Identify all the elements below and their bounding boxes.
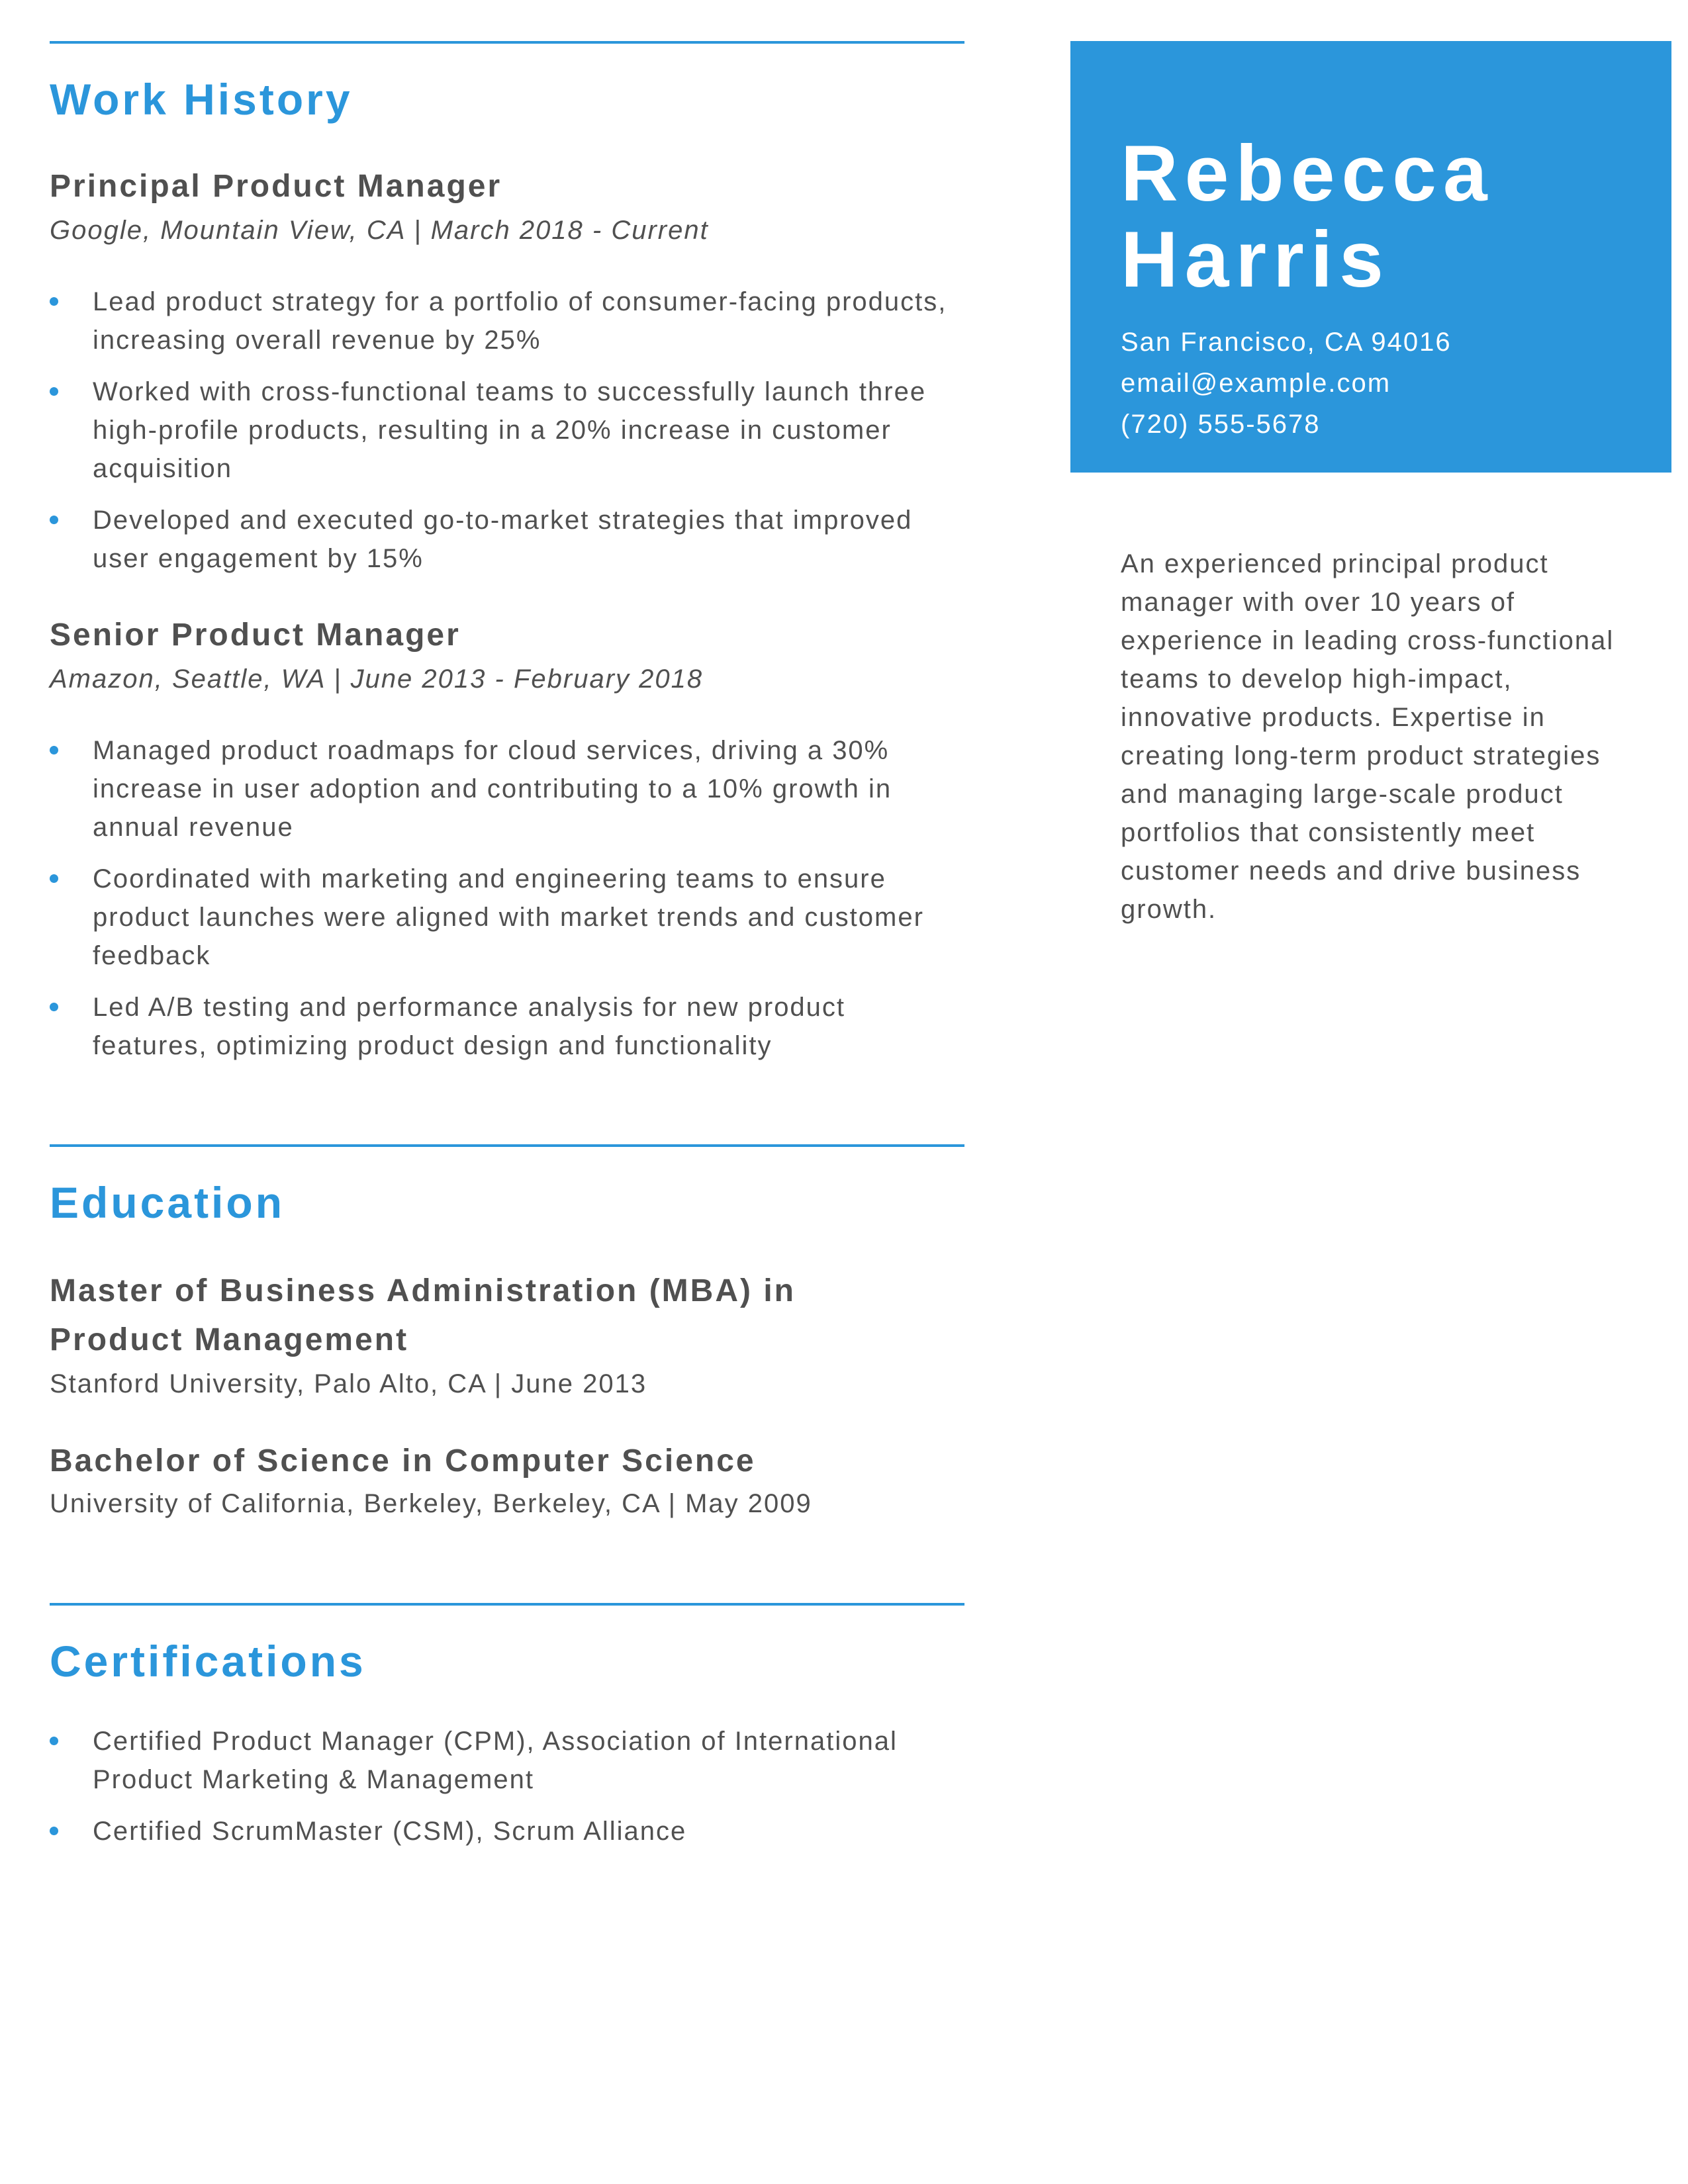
certifications-section (50, 1603, 964, 1846)
list-item: Worked with cross-functional teams to successfully launch three high-profile products, resulting in a 20% increase in customer acquisition (50, 373, 964, 488)
bullet-icon (50, 1827, 58, 1835)
contact-phone[interactable]: (720) 555-5678 (1121, 410, 1321, 439)
job-meta: Google, Mountain View, CA | March 2018 - Current (50, 216, 709, 245)
job-bullets (50, 731, 964, 1078)
header-box (1070, 41, 1671, 473)
bullet-icon (50, 297, 58, 306)
list-item: Led A/B testing and performance analysis for new product features, optimizing product design and functionality (50, 988, 964, 1065)
education-section (50, 1144, 964, 1518)
list-item: Coordinated with marketing and engineering teams to ensure product launches were aligned with market trends and customer feedback (50, 860, 964, 975)
bullet-icon (50, 874, 58, 883)
section-divider (50, 1144, 964, 1147)
list-item: Lead product strategy for a portfolio of consumer-facing products, increasing overall revenue by 25% (50, 283, 964, 359)
list-item: Managed product roadmaps for cloud services, driving a 30% increase in user adoption and contributing to a 10% growth in annual revenue (50, 731, 964, 846)
job-title: Senior Product Manager (50, 617, 461, 653)
section-title: Work History (50, 75, 353, 124)
bullet-icon (50, 1003, 58, 1011)
bullet-icon (50, 746, 58, 754)
job-meta: Amazon, Seattle, WA | June 2013 - February 2018 (50, 664, 704, 694)
candidate-name (1121, 130, 1494, 302)
list-item: Developed and executed go-to-market strategies that improved user engagement by 15% (50, 501, 964, 578)
degree-title: Master of Business Administration (MBA) in (50, 1273, 796, 1308)
degree-title-cont: Product Management (50, 1322, 409, 1357)
name-first: Rebecca (1121, 129, 1494, 218)
degree-meta: Stanford University, Palo Alto, CA | June 2013 (50, 1369, 647, 1398)
section-divider (50, 41, 964, 44)
contact-email[interactable]: email@example.com (1121, 369, 1391, 398)
professional-summary: An experienced principal product manager with over 10 years of experience in leading cross-functional teams to develop high-impact, innovative products. Expertise in creating long-term product strategies and managing large-scale product portfolios that consistently meet customer needs and drive business growth. (1121, 549, 1615, 924)
list-item: Certified ScrumMaster (CSM), Scrum Alliance (50, 1812, 964, 1850)
list-item: Certified Product Manager (CPM), Association of International Product Marketing & Management (50, 1722, 964, 1799)
work-history-section (50, 41, 964, 1060)
section-title: Education (50, 1178, 285, 1227)
section-title: Certifications (50, 1637, 366, 1686)
bullet-icon (50, 387, 58, 396)
name-last: Harris (1121, 215, 1390, 304)
job-title: Principal Product Manager (50, 169, 502, 204)
contact-location: San Francisco, CA 94016 (1121, 328, 1452, 357)
degree-meta: University of California, Berkeley, Berkeley, CA | May 2009 (50, 1489, 812, 1518)
certification-list (50, 1722, 964, 1864)
bullet-icon (50, 1737, 58, 1745)
job-bullets (50, 283, 964, 591)
bullet-icon (50, 516, 58, 524)
degree-title: Bachelor of Science in Computer Science (50, 1443, 756, 1479)
section-divider (50, 1603, 964, 1606)
